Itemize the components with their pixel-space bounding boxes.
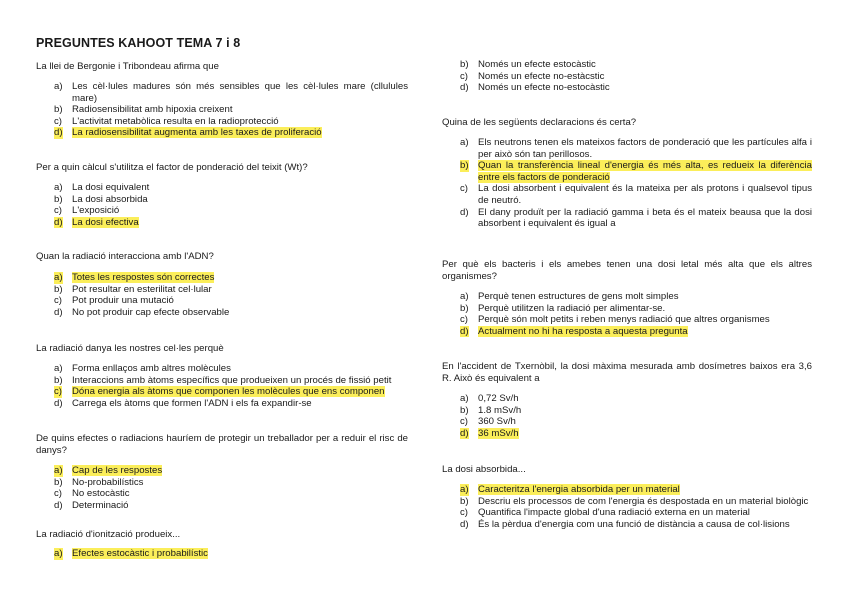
answer-option [36,81,408,104]
option-text: Cap de les respostes [72,465,163,476]
option-letter: b) [54,104,63,116]
option-letter: c) [460,416,468,428]
answer-option-correct [442,484,812,496]
question-text: Quan la radiació interacciona amb l'ADN? [36,251,214,262]
option-text: L'exposició [72,205,120,217]
answer-option [36,307,408,319]
option-letter: a) [460,393,469,404]
option-text: Només un efecte no-estàcstic [478,70,605,82]
option-text: L'activitat metabòlica resulta en la radioprotecció [72,115,279,127]
answer-option [442,416,812,428]
option-letter: a) [460,291,469,302]
answer-options [442,393,812,439]
answer-option [442,183,812,206]
option-letter: a) [54,548,63,559]
question-text: La radiació danya les nostres cel·les perquè [36,343,224,354]
question-text: De quins efectes o radiacions hauríem de protegir un treballador per a reduir el risc de danys? [36,433,408,456]
option-letter: b) [460,495,469,507]
option-letter: c) [54,115,62,127]
option-text: Els neutrons tenen els mateixos factors de ponderació que les partícules alfa i per això són tan perillosos. [478,137,812,160]
answer-options [36,548,408,560]
answer-option [442,303,812,315]
answer-option-correct [36,217,408,229]
option-letter: a) [460,484,469,495]
answer-option [36,284,408,296]
option-letter: d) [460,518,469,530]
option-letter: c) [460,507,468,519]
option-text: La dosi equivalent [72,182,150,193]
option-letter: a) [460,137,469,148]
option-text: La radiosensibilitat augmenta amb les taxes de proliferació [72,127,322,139]
option-text: Descriu els processos de com l'energia és despostada en un material biològic [478,495,809,507]
option-letter: d) [54,306,63,318]
option-text: Caracteritza l'energia absorbida per un material [478,484,680,495]
option-text: Perquè utilitzen la radiació per alimentar-se. [478,302,666,314]
answer-option [36,398,408,410]
option-text: La dosi absorbent i equivalent és la mateixa per als protons i qualsevol tipus de neutró. [478,183,812,206]
option-letter: b) [460,160,469,172]
answer-option [36,194,408,206]
option-text: Determinació [72,499,129,511]
option-letter: d) [54,216,63,228]
answer-option [442,519,812,531]
question-text: La dosi absorbida... [442,464,526,475]
answer-options [442,137,812,230]
answer-option-correct [442,326,812,338]
answer-option [442,82,812,94]
question-text: La llei de Bergonie i Tribondeau afirma que [36,61,219,72]
option-text: Només un efecte no-estocàstic [478,82,610,94]
option-text: 0,72 Sv/h [478,393,519,404]
option-text: Dóna energia als àtoms que componen les molècules que ens componen [72,386,385,398]
option-letter: d) [54,397,63,409]
answer-option [442,393,812,405]
answer-options [442,291,812,337]
option-letter: d) [460,206,469,218]
option-text: La dosi efectiva [72,216,139,228]
option-letter: b) [54,374,63,386]
option-text: Quan la transferència lineal d'energia és més alta, es redueix la diferència entre els factors de ponderació [478,160,812,183]
option-letter: a) [54,272,63,283]
option-letter: c) [460,314,468,326]
answer-option [36,182,408,194]
answer-options [36,182,408,228]
option-letter: a) [54,363,63,374]
option-text: No-probabilístics [72,476,144,488]
option-text: No estocàstic [72,488,130,500]
answer-option-correct [36,386,408,398]
option-letter: b) [54,476,63,488]
option-text: Perquè tenen estructures de gens molt simples [478,291,679,302]
answer-option [36,295,408,307]
answer-option [36,363,408,375]
answer-option-correct [36,272,408,284]
option-text: Interaccions amb àtoms específics que produeixen un procés de fissió petit [72,374,392,386]
option-letter: a) [54,81,63,92]
option-text: Pot produir una mutació [72,295,174,307]
answer-option [442,314,812,326]
answer-option-correct [36,127,408,139]
answer-options [36,465,408,511]
option-text: 360 Sv/h [478,416,516,428]
option-letter: a) [54,182,63,193]
answer-option [442,207,812,230]
answer-option [36,116,408,128]
answer-options [36,363,408,409]
option-letter: d) [54,127,63,139]
option-text: Forma enllaços amb altres molècules [72,363,231,374]
answer-option [442,405,812,417]
answer-option [36,477,408,489]
question-text: Quina de les següents declaracions és certa? [442,117,637,128]
option-letter: c) [54,295,62,307]
option-letter: d) [54,499,63,511]
answer-option [442,59,812,71]
option-text: No pot produir cap efecte observable [72,306,230,318]
question-text: Per què els bacteris i els amebes tenen una dosi letal més alta que els altres organismes? [442,259,812,282]
option-text: Carrega els àtoms que formen l'ADN i els fa expandir-se [72,397,312,409]
option-text: Les cèl·lules madures són més sensibles que les cèl·lules mare (cllulules mare) [72,81,408,104]
answer-option-correct [442,428,812,440]
option-letter: a) [54,465,63,476]
page-title: PREGUNTES KAHOOT TEMA 7 i 8 [36,36,241,50]
option-text: Només un efecte estocàstic [478,59,596,70]
option-letter: c) [460,183,468,195]
option-letter: b) [460,404,469,416]
answer-options [442,59,812,94]
option-text: 1.8 mSv/h [478,404,522,416]
option-letter: b) [460,59,469,70]
question-text: La radiació d'ionització produeix... [36,529,181,540]
option-letter: c) [54,488,62,500]
option-text: 36 mSv/h [478,427,519,439]
option-letter: c) [460,70,468,82]
question-text: Per a quin càlcul s'utilitza el factor de ponderació del teixit (Wt)? [36,162,308,173]
option-letter: b) [460,302,469,314]
option-letter: d) [460,325,469,337]
option-text: Efectes estocàstic i probabilístic [72,548,208,559]
option-text: Totes les respostes són correctes [72,272,215,283]
answer-option [36,205,408,217]
answer-options [36,272,408,318]
option-text: És la pèrdua d'energia com una funció de distància a causa de col·lisions [478,518,790,530]
option-letter: d) [460,82,469,94]
option-text: Perquè són molt petits i reben menys radiació que altres organismes [478,314,770,326]
option-text: Actualment no hi ha resposta a aquesta pregunta [478,325,688,337]
answer-option-correct [36,465,408,477]
option-text: Quantifica l'impacte global d'una radiació externa en un material [478,507,750,519]
option-letter: b) [54,283,63,295]
option-letter: c) [54,386,62,398]
answer-option [36,375,408,387]
answer-option [36,500,408,512]
option-letter: c) [54,205,62,217]
option-text: La dosi absorbida [72,193,148,205]
answer-option [36,104,408,116]
answer-option [442,71,812,83]
option-text: Pot resultar en esterilitat cel·lular [72,283,212,295]
answer-option [442,137,812,160]
question-text: En l'accident de Txernòbil, la dosi màxima mesurada amb dosímetres baixos era 3,6 R. Això és equivalent a [442,361,812,384]
option-letter: d) [460,427,469,439]
option-text: Radiosensibilitat amb hipoxia creixent [72,104,233,116]
option-letter: b) [54,193,63,205]
answer-option [36,488,408,500]
answer-option-correct [36,548,408,560]
option-text: El dany produït per la radiació gamma i beta és el mateix beausa que la dosi absorbent i equivalent és igual a [478,206,812,230]
answer-option [442,507,812,519]
answer-option [442,291,812,303]
answer-options [36,81,408,139]
answer-options [442,484,812,530]
answer-option [442,496,812,508]
answer-option-correct [442,160,812,183]
